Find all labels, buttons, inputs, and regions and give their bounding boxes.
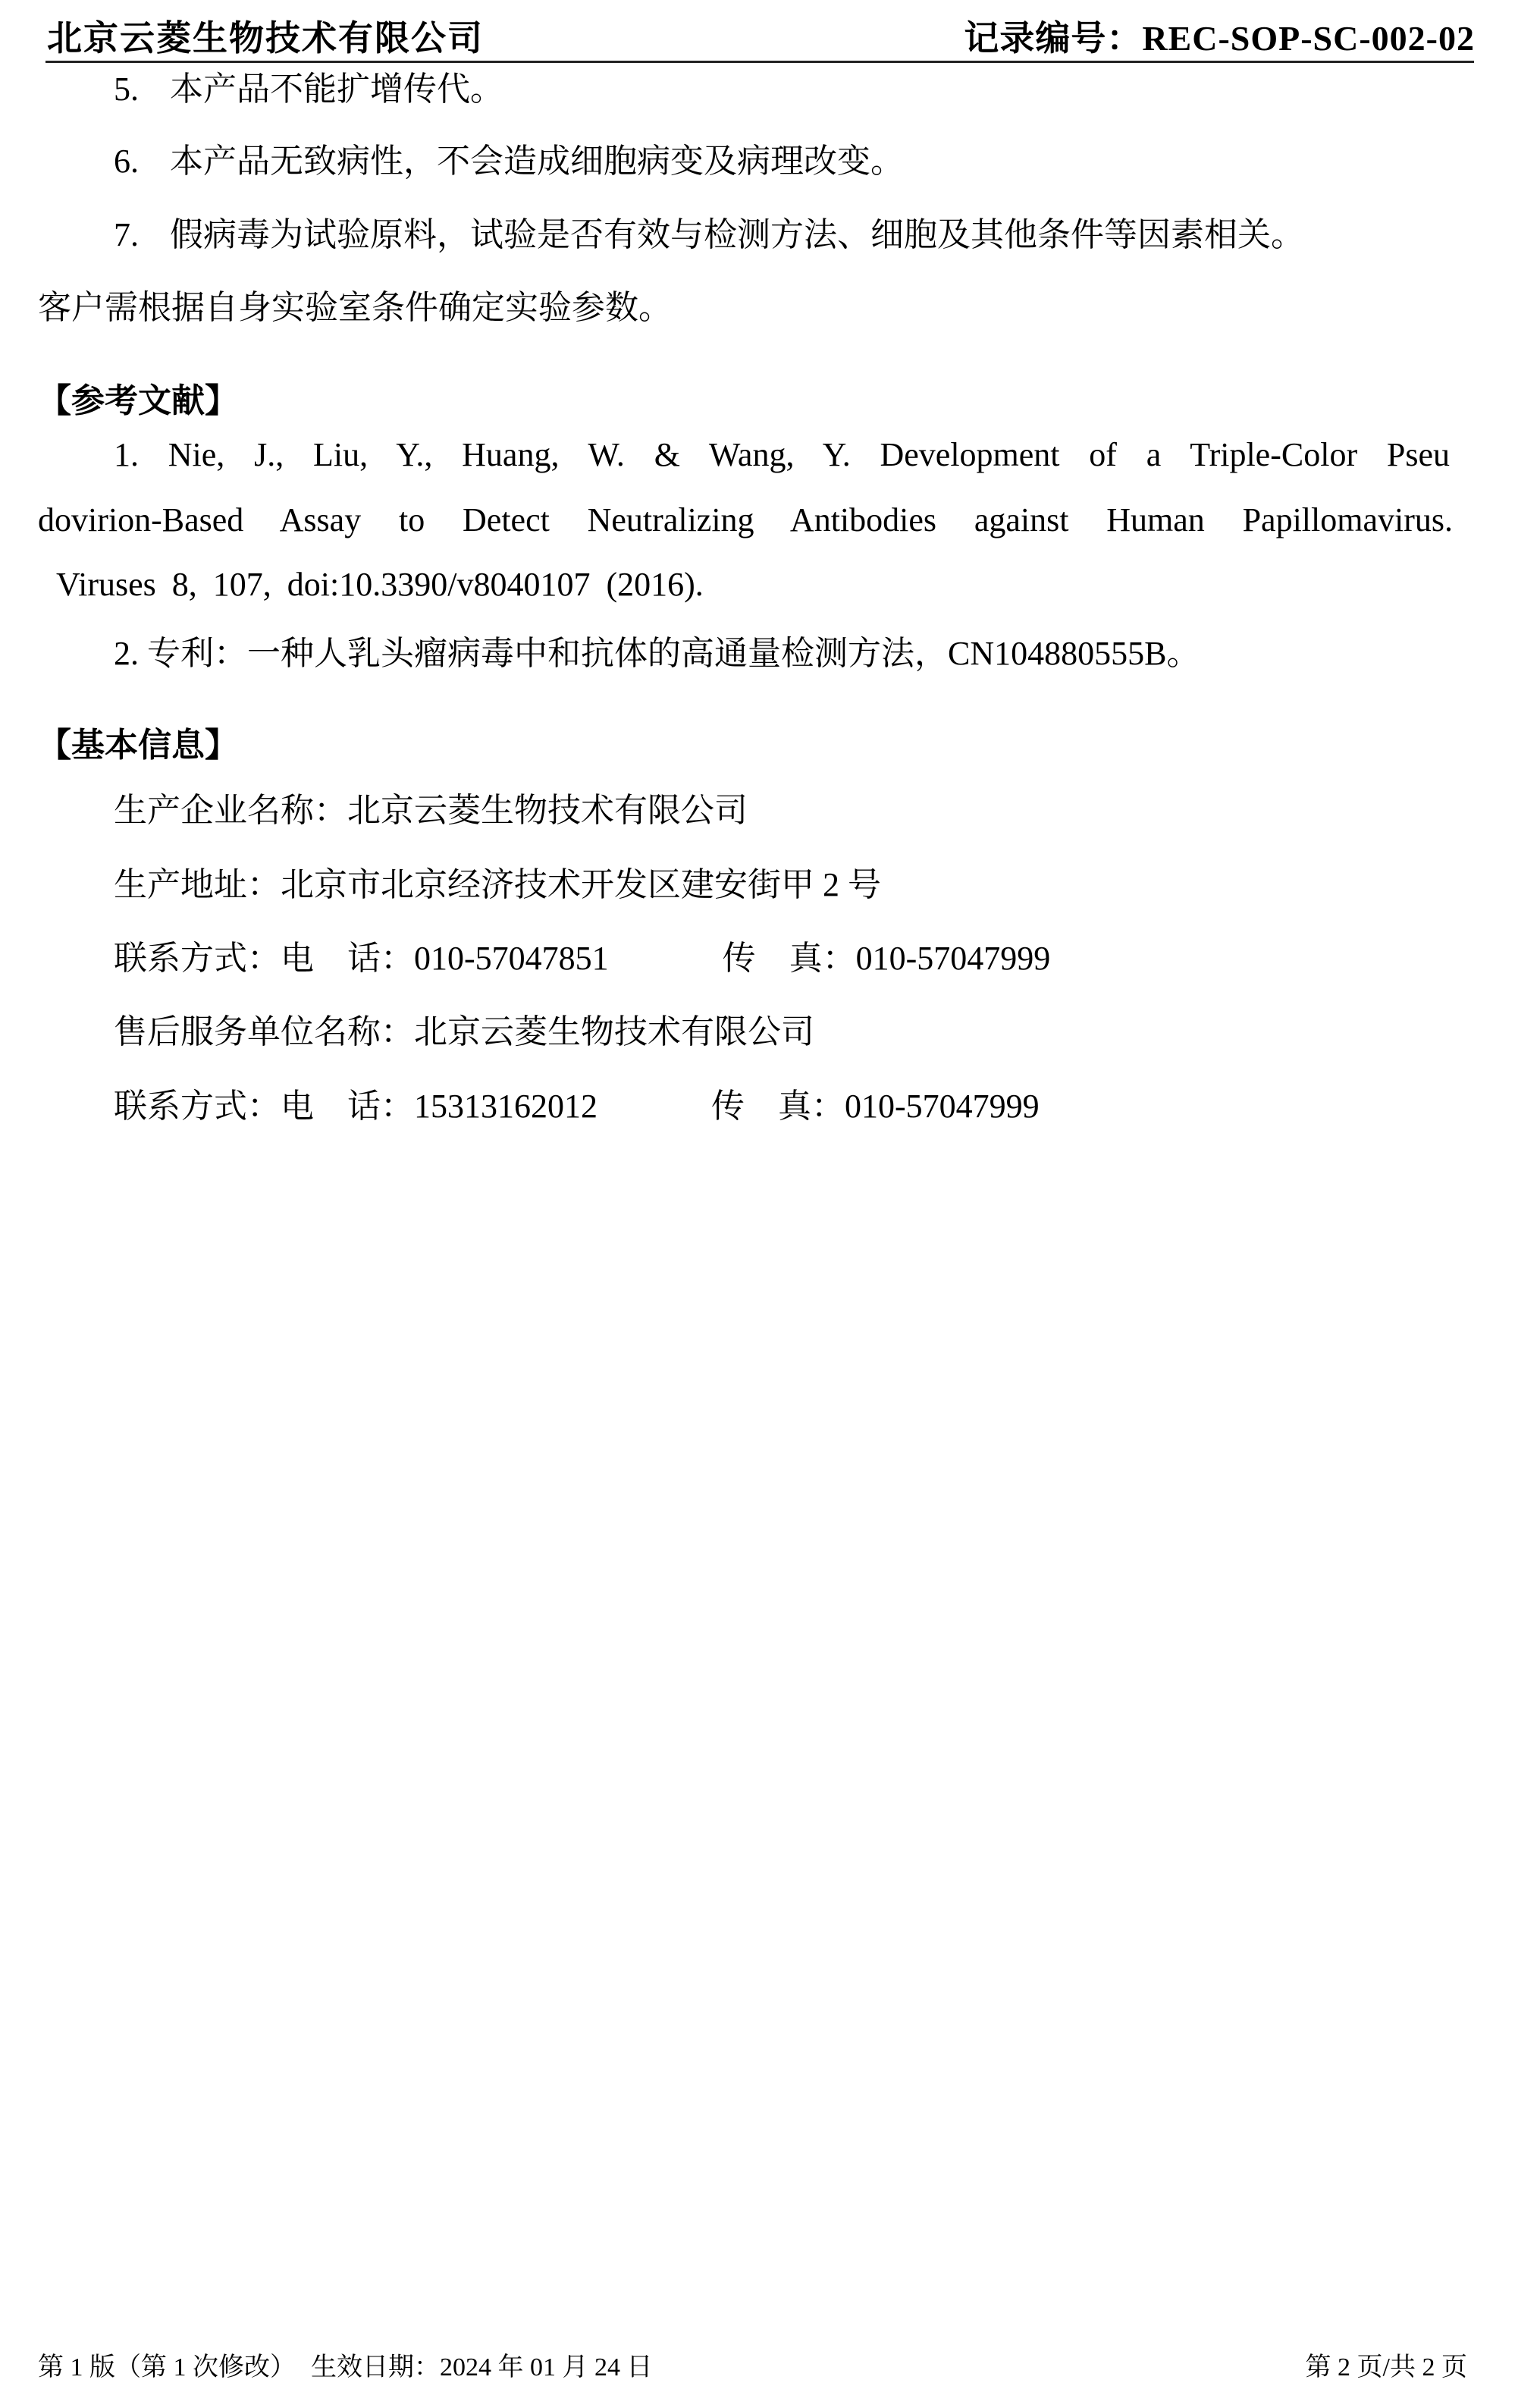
fax-value: 010-57047999 [855,940,1051,977]
header-divider [45,61,1474,63]
reference-1-line-1: 1. Nie, J., Liu, Y., Huang, W. & Wang, Y. Development of a Triple-Color Pseu [114,436,1450,473]
references-heading: 【参考文献】 [38,381,238,420]
fax-label: 传 真： [711,1088,845,1125]
page-number: 第 2 页/共 2 页 [1305,2353,1467,2381]
note-item-7 [114,215,1304,255]
fax-value: 010-57047999 [845,1088,1040,1125]
basic-info-heading: 【基本信息】 [38,726,238,765]
record-number-header [964,11,1475,61]
phone-value: 15313162012 [414,1088,597,1125]
contact-row-2 [114,1087,1040,1126]
contact-label: 联系方式： [114,1088,281,1125]
address-row [114,865,881,905]
effective-date-label: 生效日期： [311,2353,440,2381]
note-item-6 [114,142,904,181]
company-name-header: 北京云菱生物技术有限公司 [47,17,484,58]
note-item-5 [114,70,503,109]
phone-value: 010-57047851 [414,940,609,977]
address-label: 生产地址： [114,866,281,903]
manufacturer-label: 生产企业名称： [114,792,347,829]
reference-1-line-3: Viruses 8, 107, doi:10.3390/v8040107 (2016). [56,566,704,603]
service-row [114,1013,814,1052]
note-text: 本产品不能扩增传代。 [170,71,503,108]
effective-date-value: 2024 年 01 月 24 日 [440,2353,653,2381]
record-number-value: REC-SOP-SC-002-02 [1142,19,1475,58]
manufacturer-value: 北京云菱生物技术有限公司 [347,792,748,829]
contact-row-1 [114,939,1050,978]
note-text: 假病毒为试验原料，试验是否有效与检测方法、细胞及其他条件等因素相关。 [170,216,1304,253]
phone-label: 电 话： [281,940,414,977]
note-number: 6. [114,143,139,180]
contact-label: 联系方式： [114,940,281,977]
note-item-7-continuation: 客户需根据自身实验室条件确定实验参数。 [38,289,672,326]
fax-label: 传 真： [722,940,856,977]
record-number-label: 记录编号： [964,17,1143,58]
reference-1-line-2: dovirion-Based Assay to Detect Neutralizing Antibodies against Human Papillomavirus. [38,501,1453,538]
note-number: 5. [114,71,139,108]
note-text: 本产品无致病性，不会造成细胞病变及病理改变。 [170,143,904,180]
service-label: 售后服务单位名称： [114,1013,414,1050]
phone-label: 电 话： [281,1088,414,1125]
reference-2: 2. 专利：一种人乳头瘤病毒中和抗体的高通量检测方法，CN104880555B。 [114,635,1200,672]
manufacturer-row [114,791,748,830]
footer-version-info [38,2346,653,2383]
address-value: 北京市北京经济技术开发区建安街甲 2 号 [281,866,881,903]
version-text: 第 1 版（第 1 次修改） [38,2353,296,2381]
service-value: 北京云菱生物技术有限公司 [414,1013,814,1050]
note-number: 7. [114,216,139,253]
